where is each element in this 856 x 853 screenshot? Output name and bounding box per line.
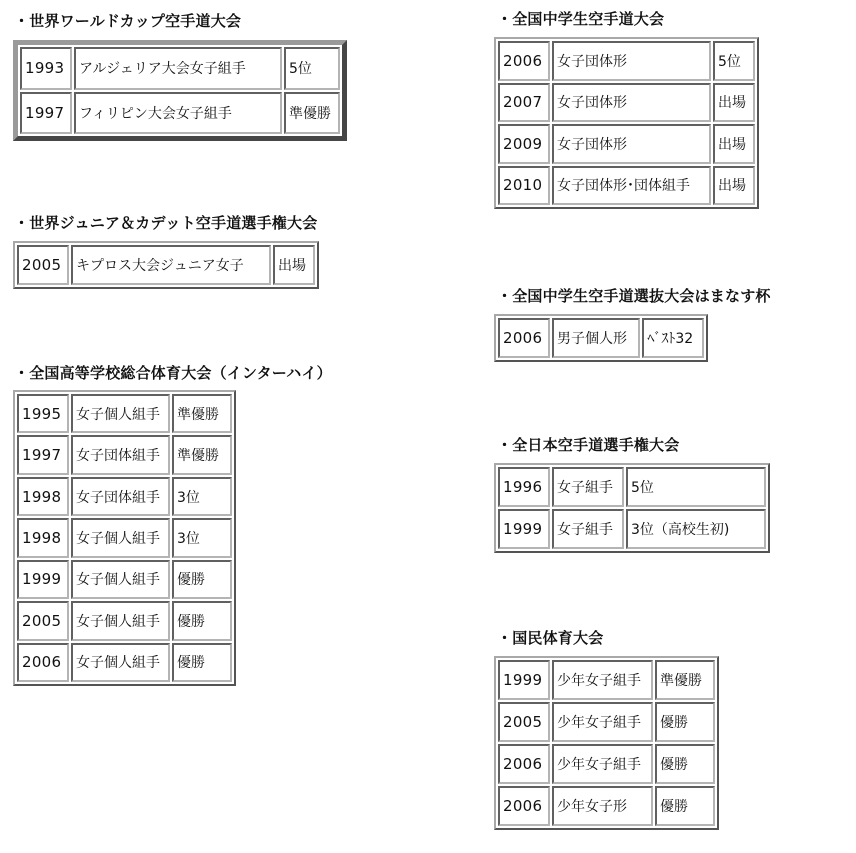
- results-table-all-japan: [494, 463, 770, 553]
- year-cell: 1999: [498, 660, 550, 700]
- table-row: [498, 509, 766, 549]
- event-cell: 男子個人形: [552, 318, 640, 358]
- table-row: [17, 435, 232, 474]
- event-cell: 女子組手: [552, 509, 624, 549]
- year-cell: 2005: [17, 601, 69, 640]
- section-title: ・全国中学生空手道選抜大会はまなす杯: [497, 287, 771, 305]
- event-cell: 女子個人組手: [71, 518, 170, 557]
- year-cell: 2005: [17, 245, 69, 285]
- year-cell: 1997: [17, 435, 69, 474]
- results-table-junior-high: [494, 37, 759, 209]
- section-title: ・全日本空手道選手権大会: [497, 436, 680, 454]
- table-row: [17, 560, 232, 599]
- event-cell: 女子個人組手: [71, 643, 170, 682]
- year-cell: 1996: [498, 467, 550, 507]
- result-cell: 出場: [713, 166, 755, 206]
- event-cell: 少年女子組手: [552, 660, 653, 700]
- table-row: [498, 744, 715, 784]
- results-table-inter-high: [13, 390, 236, 686]
- table-row: [17, 518, 232, 557]
- event-cell: 少年女子形: [552, 786, 653, 826]
- result-cell: ﾍﾞｽﾄ32: [642, 318, 704, 358]
- result-cell: 優勝: [172, 560, 232, 599]
- results-table-world-cup: [13, 40, 347, 141]
- event-cell: 女子団体形: [552, 83, 711, 123]
- event-cell: 女子団体形･団体組手: [552, 166, 711, 206]
- year-cell: 1995: [17, 394, 69, 433]
- year-cell: 1999: [17, 560, 69, 599]
- year-cell: 2007: [498, 83, 550, 123]
- result-cell: 出場: [273, 245, 315, 285]
- year-cell: 2005: [498, 702, 550, 742]
- section-title: ・世界ジュニア＆カデット空手道選手権大会: [14, 214, 318, 232]
- table-row: [498, 702, 715, 742]
- result-cell: 優勝: [655, 786, 715, 826]
- event-cell: 少年女子組手: [552, 744, 653, 784]
- event-cell: キプロス大会ジュニア女子: [71, 245, 271, 285]
- table-row: [498, 41, 755, 81]
- section-kokutai: [497, 629, 603, 647]
- event-cell: 女子団体組手: [71, 435, 170, 474]
- results-table-world-junior: [13, 241, 319, 289]
- table-row: [17, 394, 232, 433]
- section-title: ・全国中学生空手道大会: [497, 10, 665, 28]
- event-cell: フィリピン大会女子組手: [74, 92, 282, 135]
- result-cell: 準優勝: [172, 394, 232, 433]
- result-cell: 5位: [626, 467, 766, 507]
- result-cell: 優勝: [172, 601, 232, 640]
- result-cell: 優勝: [172, 643, 232, 682]
- section-hamanasu: [497, 287, 771, 305]
- year-cell: 1998: [17, 518, 69, 557]
- table-row: [498, 166, 755, 206]
- table-row: [498, 124, 755, 164]
- year-cell: 2006: [498, 318, 550, 358]
- year-cell: 2006: [498, 786, 550, 826]
- table-row: [17, 643, 232, 682]
- section-all-japan: [497, 436, 679, 454]
- table-row: [498, 467, 766, 507]
- event-cell: 女子個人組手: [71, 394, 170, 433]
- year-cell: 2006: [17, 643, 69, 682]
- result-cell: 準優勝: [172, 435, 232, 474]
- year-cell: 1999: [498, 509, 550, 549]
- section-world-junior: [14, 214, 317, 232]
- year-cell: 1997: [20, 92, 72, 135]
- table-row: [498, 318, 704, 358]
- result-cell: 優勝: [655, 702, 715, 742]
- result-cell: 出場: [713, 83, 755, 123]
- result-cell: 優勝: [655, 744, 715, 784]
- year-cell: 2009: [498, 124, 550, 164]
- event-cell: 女子団体形: [552, 41, 711, 81]
- table-row: [20, 47, 340, 90]
- result-cell: 3位: [172, 477, 232, 516]
- event-cell: アルジェリア大会女子組手: [74, 47, 282, 90]
- result-cell: 3位: [172, 518, 232, 557]
- section-junior-high: [497, 10, 664, 28]
- results-table-hamanasu: [494, 314, 708, 362]
- result-cell: 準優勝: [284, 92, 340, 135]
- section-title: ・世界ワールドカップ空手道大会: [14, 12, 242, 30]
- result-cell: 準優勝: [655, 660, 715, 700]
- year-cell: 1993: [20, 47, 72, 90]
- result-cell: 5位: [713, 41, 755, 81]
- table-row: [20, 92, 340, 135]
- result-cell: 出場: [713, 124, 755, 164]
- table-row: [498, 660, 715, 700]
- table-row: [17, 601, 232, 640]
- event-cell: 女子組手: [552, 467, 624, 507]
- event-cell: 女子個人組手: [71, 560, 170, 599]
- table-row: [498, 786, 715, 826]
- result-cell: 5位: [284, 47, 340, 90]
- table-row: [17, 477, 232, 516]
- year-cell: 1998: [17, 477, 69, 516]
- result-cell: 3位（高校生初): [626, 509, 766, 549]
- event-cell: 女子個人組手: [71, 601, 170, 640]
- section-title: ・全国高等学校総合体育大会（インターハイ）: [14, 364, 332, 382]
- year-cell: 2010: [498, 166, 550, 206]
- section-title: ・国民体育大会: [497, 629, 604, 647]
- section-inter-high: [14, 364, 332, 382]
- event-cell: 女子団体形: [552, 124, 711, 164]
- event-cell: 少年女子組手: [552, 702, 653, 742]
- table-row: [17, 245, 315, 285]
- year-cell: 2006: [498, 744, 550, 784]
- event-cell: 女子団体組手: [71, 477, 170, 516]
- year-cell: 2006: [498, 41, 550, 81]
- section-world-cup: [14, 12, 241, 30]
- table-row: [498, 83, 755, 123]
- results-table-kokutai: [494, 656, 719, 830]
